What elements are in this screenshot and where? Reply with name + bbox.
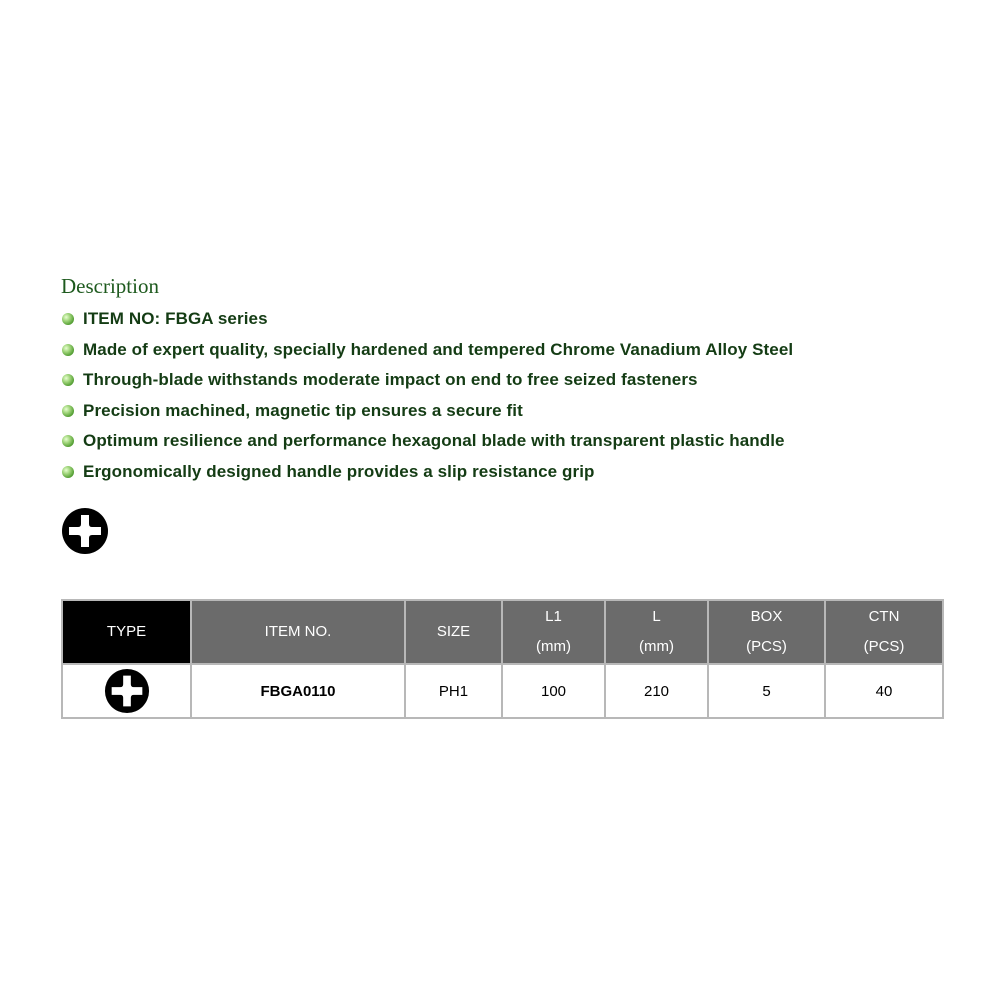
feature-text: Through-blade withstands moderate impact on end to free seized fasteners — [83, 370, 698, 390]
feature-text: Made of expert quality, specially hardened and tempered Chrome Vanadium Alloy Steel — [83, 339, 794, 359]
feature-text: Precision machined, magnetic tip ensures a secure fit — [83, 400, 523, 420]
header-size: SIZE — [405, 600, 502, 664]
green-bullet-icon — [62, 344, 74, 356]
green-bullet-icon — [62, 405, 74, 417]
green-bullet-icon — [62, 374, 74, 386]
cell-l1: 100 — [502, 664, 605, 718]
green-bullet-icon — [62, 313, 74, 325]
header-l1 — [502, 600, 605, 664]
phillips-cross-icon — [61, 507, 109, 555]
green-bullet-icon — [62, 466, 74, 478]
cell-item-no: FBGA0110 — [191, 664, 405, 718]
header-ctn-label: CTN — [868, 608, 900, 625]
header-l-unit: (mm) — [639, 638, 674, 655]
header-ctn — [825, 600, 943, 664]
feature-item — [62, 396, 793, 427]
cell-size: PH1 — [405, 664, 502, 718]
green-bullet-icon — [62, 435, 74, 447]
feature-item — [62, 304, 793, 335]
header-ctn-unit: (PCS) — [863, 638, 905, 655]
feature-text: ITEM NO: FBGA series — [83, 309, 268, 329]
cell-type — [62, 664, 191, 718]
feature-text: Ergonomically designed handle provides a slip resistance grip — [83, 461, 595, 481]
feature-item — [62, 335, 793, 366]
header-item-no: ITEM NO. — [191, 600, 405, 664]
header-l-label: L — [652, 608, 661, 625]
feature-list — [62, 304, 793, 487]
cell-l: 210 — [605, 664, 708, 718]
description-title: Description — [61, 274, 159, 298]
cell-box: 5 — [708, 664, 825, 718]
spec-table — [61, 599, 944, 719]
feature-item — [62, 457, 793, 488]
feature-item — [62, 426, 793, 457]
header-box-unit: (PCS) — [746, 638, 787, 655]
phillips-cross-icon — [104, 668, 150, 714]
cell-ctn: 40 — [825, 664, 943, 718]
feature-text: Optimum resilience and performance hexagonal blade with transparent plastic handle — [83, 431, 785, 451]
header-box-label: BOX — [750, 608, 783, 625]
header-box — [708, 600, 825, 664]
table-row — [62, 664, 943, 718]
header-l — [605, 600, 708, 664]
header-l1-unit: (mm) — [536, 638, 571, 655]
header-type: TYPE — [62, 600, 191, 664]
table-header-row — [62, 600, 943, 664]
feature-item — [62, 365, 793, 396]
header-l1-label: L1 — [545, 608, 562, 625]
